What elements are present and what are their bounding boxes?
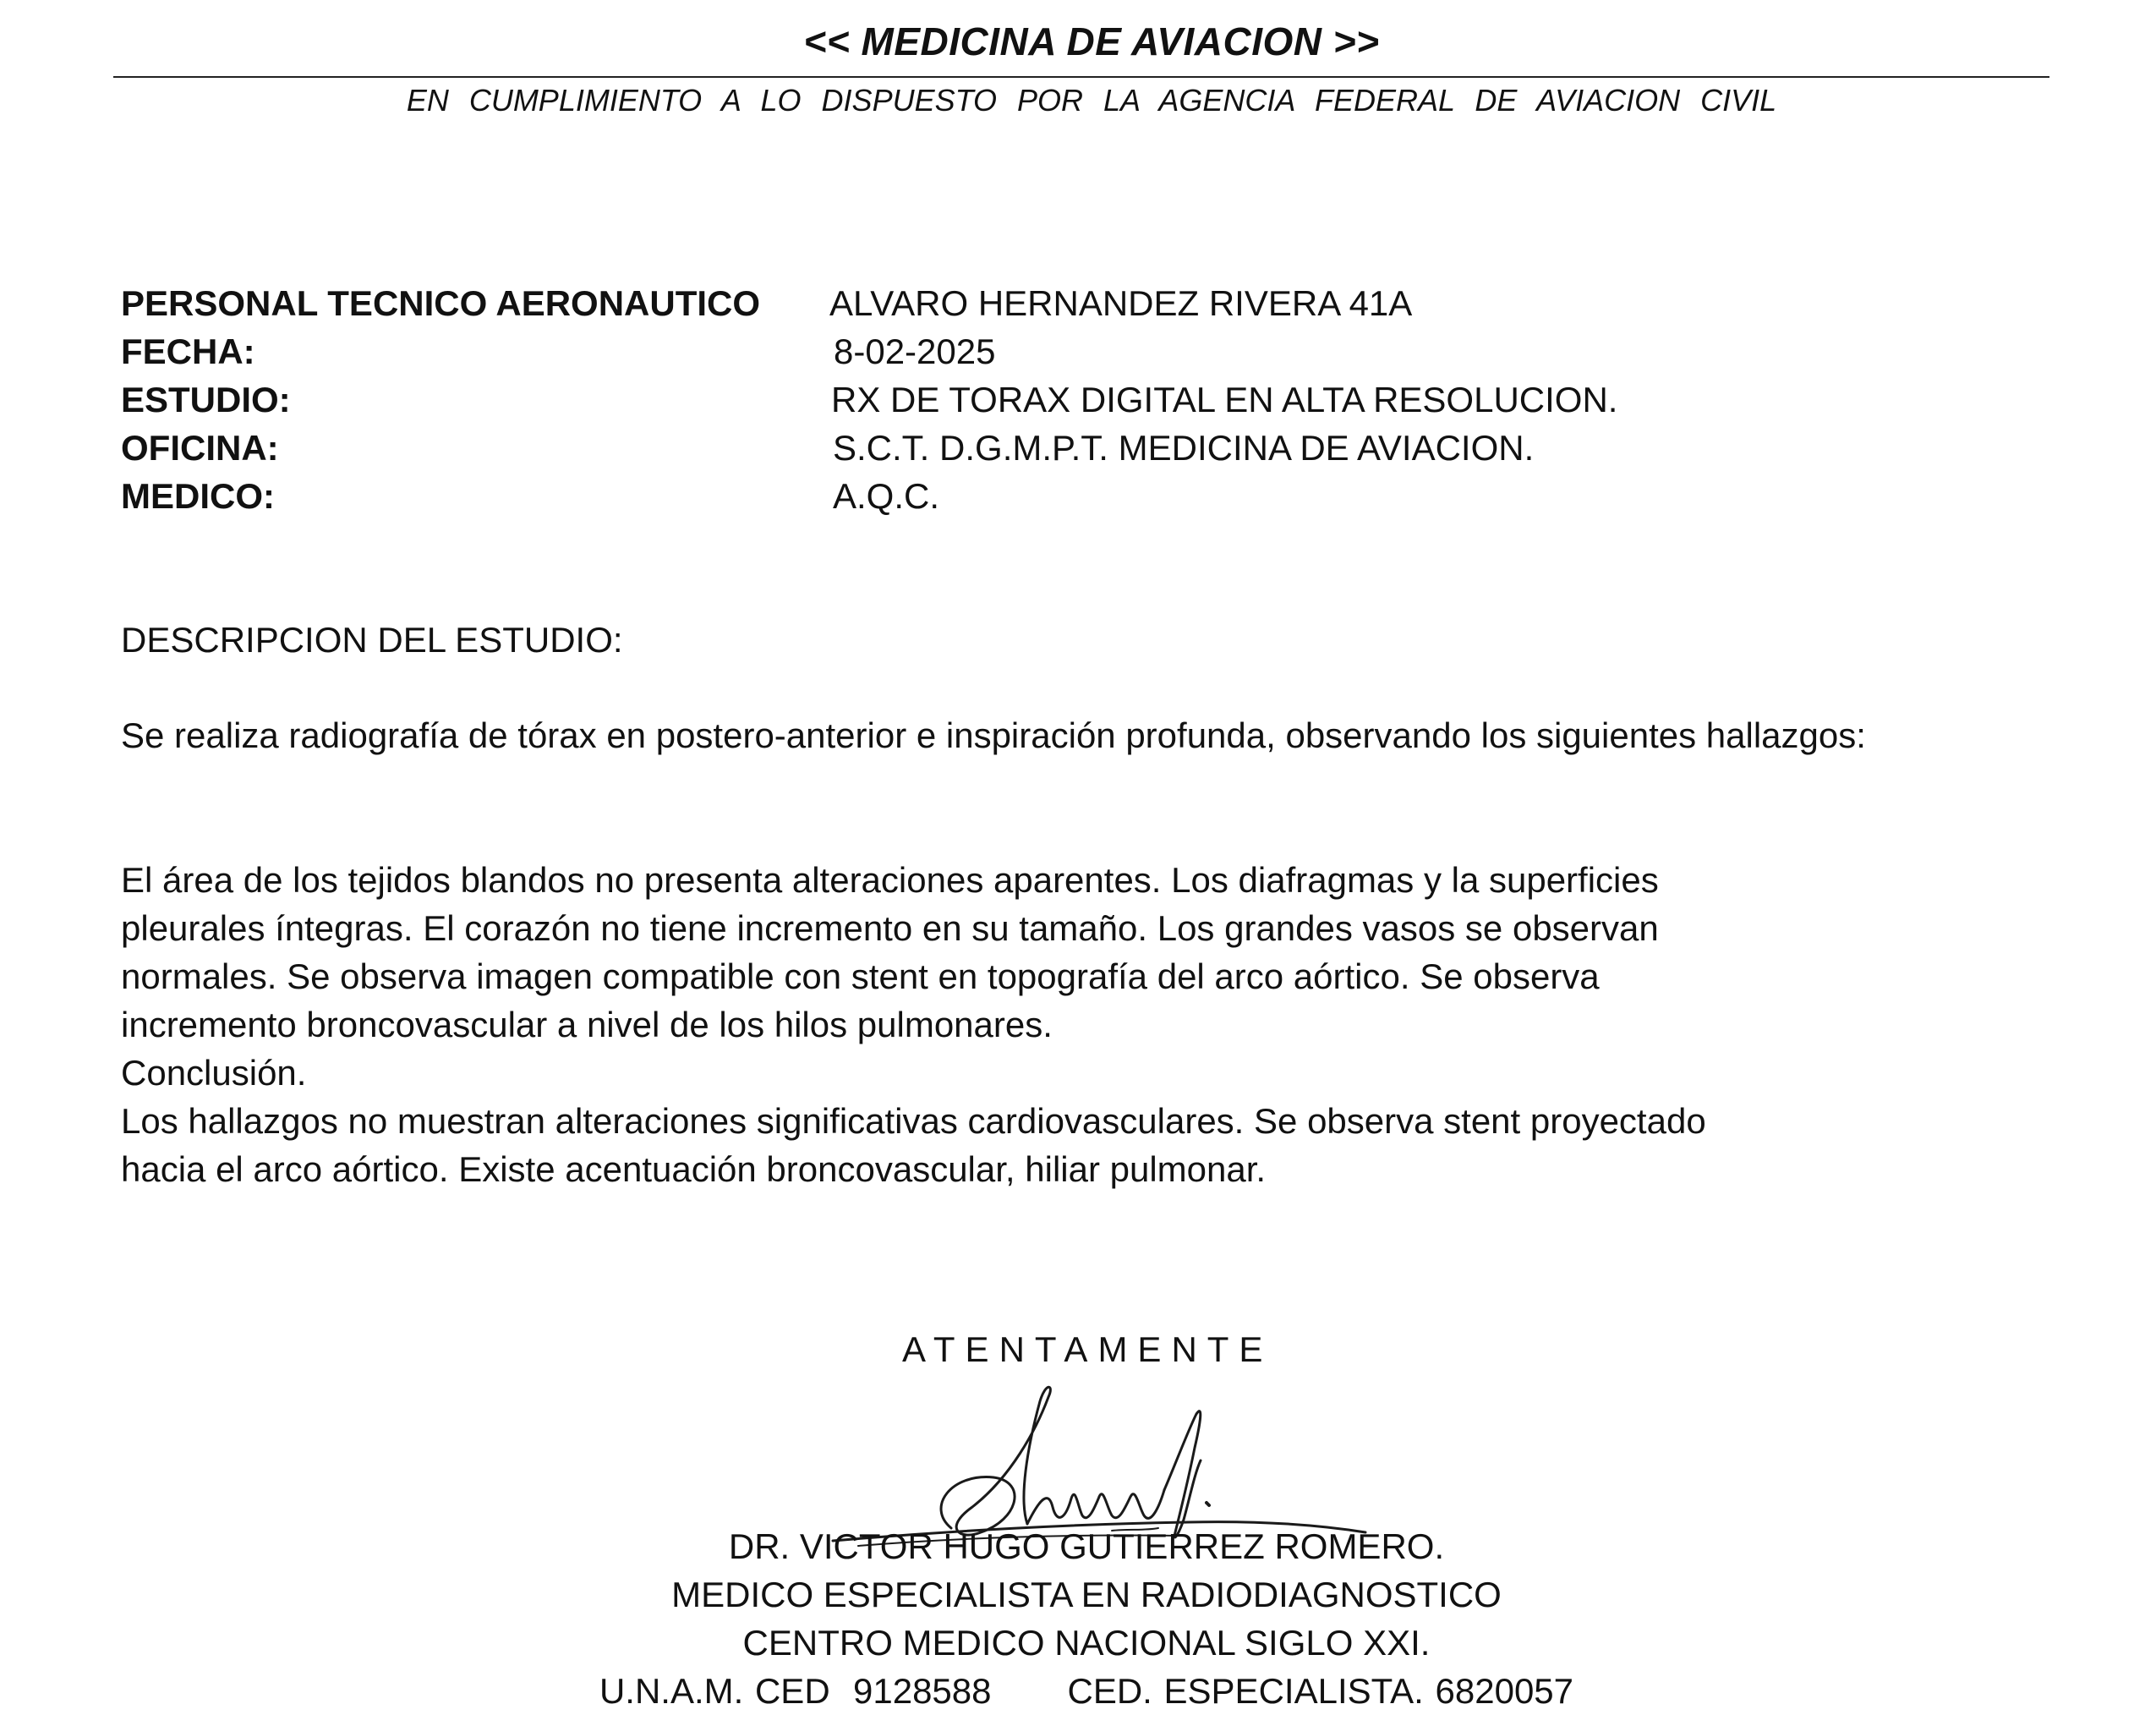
personal-label: PERSONAL TECNICO AERONAUTICO (121, 283, 761, 323)
document-title: << MEDICINA DE AVIACION >> (803, 19, 1380, 63)
fecha-value: 8-02-2025 (834, 331, 996, 371)
estudio-label: ESTUDIO: (121, 380, 291, 419)
findings-line: normales. Se observa imagen compatible con stent en topografía del arco aórtico. Se observa (121, 956, 1600, 996)
personal-value: ALVARO HERNANDEZ RIVERA 41A (829, 283, 1413, 323)
conclusion-label: Conclusión. (121, 1053, 307, 1093)
signer-credentials (0, 1667, 2156, 1715)
specialist-cedula: CED. ESPECIALISTA. 6820057 (1067, 1671, 1574, 1711)
description-intro: Se realiza radiografía de tórax en postero-anterior e inspiración profunda, observando los siguientes hallazgos: (121, 715, 1866, 755)
signer-name: DR. VICTOR HUGO GUTIERREZ ROMERO. (728, 1526, 1445, 1566)
medico-value: A.Q.C. (833, 476, 940, 516)
document-subtitle: EN CUMPLIMIENTO A LO DISPUESTO POR LA AGENCIA FEDERAL DE AVIACION CIVIL (406, 83, 1777, 118)
unam-cedula: U.N.A.M. CED 9128588 (599, 1671, 992, 1711)
description-heading: DESCRIPCION DEL ESTUDIO: (121, 620, 623, 660)
fecha-label: FECHA: (121, 331, 255, 371)
oficina-label: OFICINA: (121, 428, 279, 468)
medico-label: MEDICO: (121, 476, 275, 516)
findings-line: El área de los tejidos blandos no presenta alteraciones aparentes. Los diafragmas y la superficies (121, 860, 1659, 900)
signer-institution: CENTRO MEDICO NACIONAL SIGLO XXI. (742, 1623, 1431, 1663)
signer-title: MEDICO ESPECIALISTA EN RADIODIAGNOSTICO (671, 1575, 1502, 1614)
findings-paragraph (121, 856, 2066, 1193)
estudio-value: RX DE TORAX DIGITAL EN ALTA RESOLUCION. (831, 380, 1618, 419)
findings-line: incremento broncovascular a nivel de los hilos pulmonares. (121, 1005, 1053, 1044)
conclusion-line: hacia el arco aórtico. Existe acentuación broncovascular, hiliar pulmonar. (121, 1149, 1267, 1189)
conclusion-line: Los hallazgos no muestran alteraciones significativas cardiovasculares. Se observa stent proyectado (121, 1101, 1706, 1141)
closing-text: ATENTAMENTE (902, 1329, 1273, 1369)
oficina-value: S.C.T. D.G.M.P.T. MEDICINA DE AVIACION. (833, 428, 1535, 468)
header-divider (113, 76, 2049, 78)
findings-line: pleurales íntegras. El corazón no tiene incremento en su tamaño. Los grandes vasos se observan (121, 908, 1659, 948)
signer-details (0, 1522, 2156, 1715)
